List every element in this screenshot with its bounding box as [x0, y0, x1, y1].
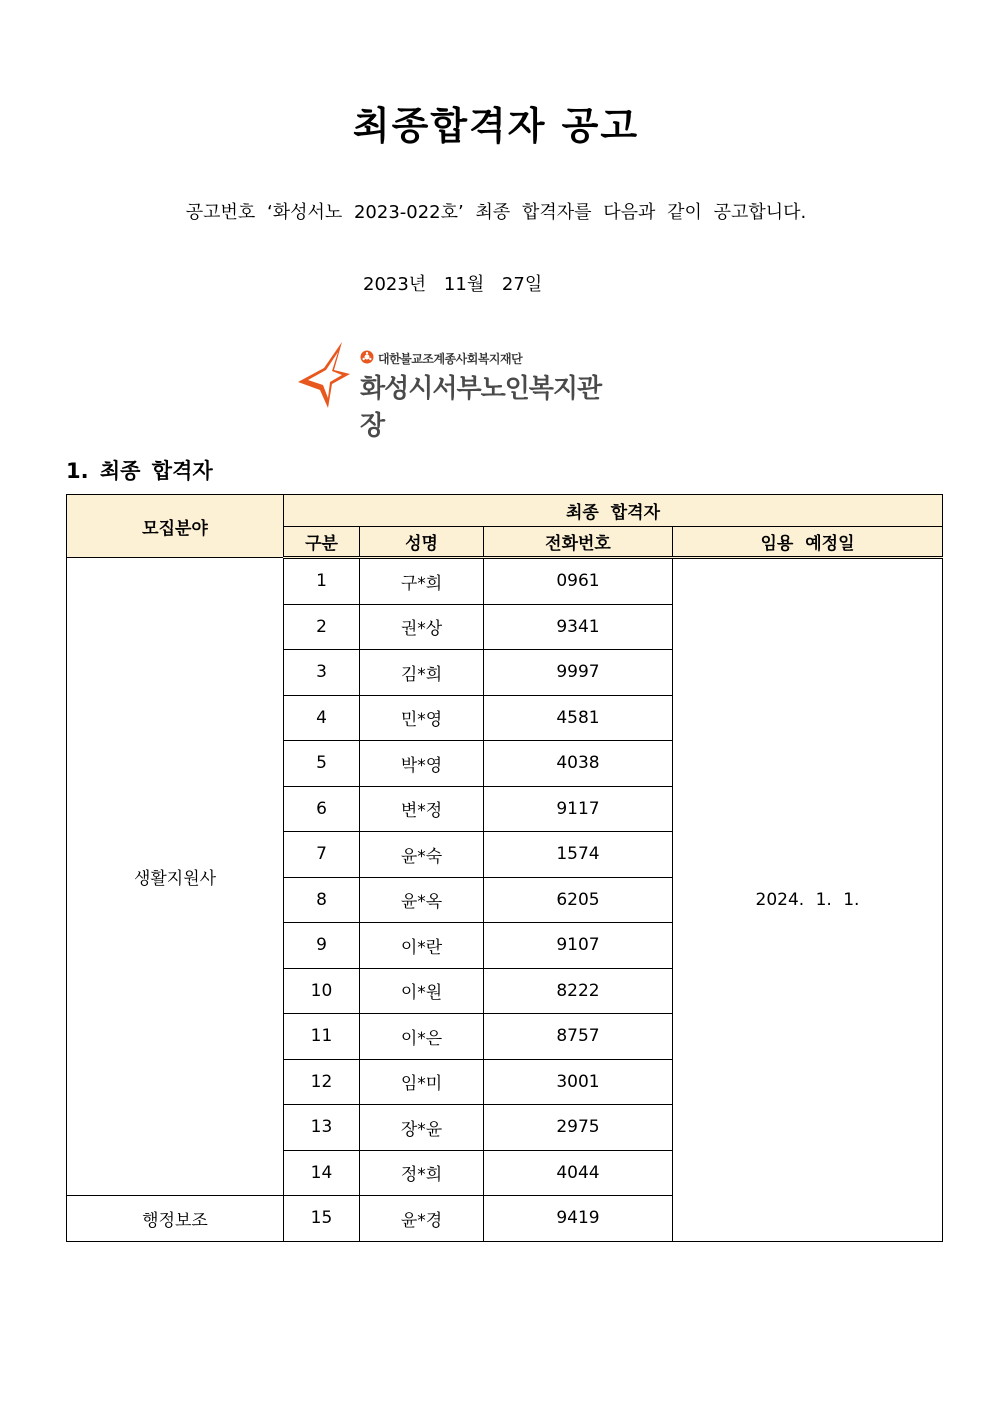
phone-cell: 6205: [484, 877, 673, 923]
phone-cell: 4038: [484, 741, 673, 787]
name-cell: 윤*경: [360, 1196, 484, 1242]
start-date-cell: 2024. 1. 1.: [673, 558, 943, 1242]
header-final: 최종 합격자: [284, 495, 943, 527]
table-row: [67, 558, 943, 605]
phone-cell: 3001: [484, 1059, 673, 1105]
dharma-wheel-icon: [360, 350, 374, 364]
no-cell: 15: [284, 1196, 360, 1242]
header-field: 모집분야: [67, 495, 284, 558]
foundation-name: 대한불교조계종사회복지재단: [378, 352, 523, 366]
no-cell: 8: [284, 877, 360, 923]
final-applicants-table: [66, 494, 943, 1242]
star-logo-icon: [294, 338, 354, 410]
no-cell: 11: [284, 1014, 360, 1060]
page-title: 최종합격자 공고: [352, 104, 640, 148]
notice-text: 공고번호 ‘화성서노 2023-022호’ 최종 합격자를 다음과 같이 공고합니다.: [185, 202, 807, 223]
phone-cell: 4581: [484, 695, 673, 741]
name-cell: 임*미: [360, 1059, 484, 1105]
name-cell: 이*원: [360, 968, 484, 1014]
header-no: 구분: [284, 527, 360, 558]
name-cell: 김*희: [360, 650, 484, 696]
header-name: 성명: [360, 527, 484, 558]
phone-cell: 8757: [484, 1014, 673, 1060]
phone-cell: 2975: [484, 1105, 673, 1151]
organization-logo: [294, 338, 624, 441]
name-cell: 윤*옥: [360, 877, 484, 923]
name-cell: 민*영: [360, 695, 484, 741]
header-start-date: 임용 예정일: [673, 527, 943, 558]
no-cell: 6: [284, 786, 360, 832]
phone-cell: 9419: [484, 1196, 673, 1242]
no-cell: 4: [284, 695, 360, 741]
no-cell: 10: [284, 968, 360, 1014]
phone-cell: 1574: [484, 832, 673, 878]
name-cell: 박*영: [360, 741, 484, 787]
name-cell: 장*윤: [360, 1105, 484, 1151]
no-cell: 13: [284, 1105, 360, 1151]
center-name: 화성시서부노인복지관장: [360, 374, 602, 441]
phone-cell: 0961: [484, 558, 673, 605]
phone-cell: 9107: [484, 923, 673, 969]
phone-cell: 9117: [484, 786, 673, 832]
name-cell: 권*상: [360, 604, 484, 650]
no-cell: 12: [284, 1059, 360, 1105]
name-cell: 변*정: [360, 786, 484, 832]
phone-cell: 9997: [484, 650, 673, 696]
no-cell: 14: [284, 1150, 360, 1196]
no-cell: 7: [284, 832, 360, 878]
field-cell: 생활지원사: [67, 558, 284, 1196]
field-cell: 행정보조: [67, 1196, 284, 1242]
notice-date: 2023년 11월 27일: [363, 274, 543, 295]
no-cell: 2: [284, 604, 360, 650]
header-row-top: [67, 495, 943, 527]
phone-cell: 9341: [484, 604, 673, 650]
no-cell: 9: [284, 923, 360, 969]
phone-cell: 4044: [484, 1150, 673, 1196]
no-cell: 5: [284, 741, 360, 787]
section-title: 1. 최종 합격자: [66, 459, 213, 483]
name-cell: 구*희: [360, 558, 484, 605]
name-cell: 정*희: [360, 1150, 484, 1196]
header-phone: 전화번호: [484, 527, 673, 558]
name-cell: 이*은: [360, 1014, 484, 1060]
phone-cell: 8222: [484, 968, 673, 1014]
no-cell: 3: [284, 650, 360, 696]
name-cell: 윤*숙: [360, 832, 484, 878]
name-cell: 이*란: [360, 923, 484, 969]
no-cell: 1: [284, 558, 360, 605]
